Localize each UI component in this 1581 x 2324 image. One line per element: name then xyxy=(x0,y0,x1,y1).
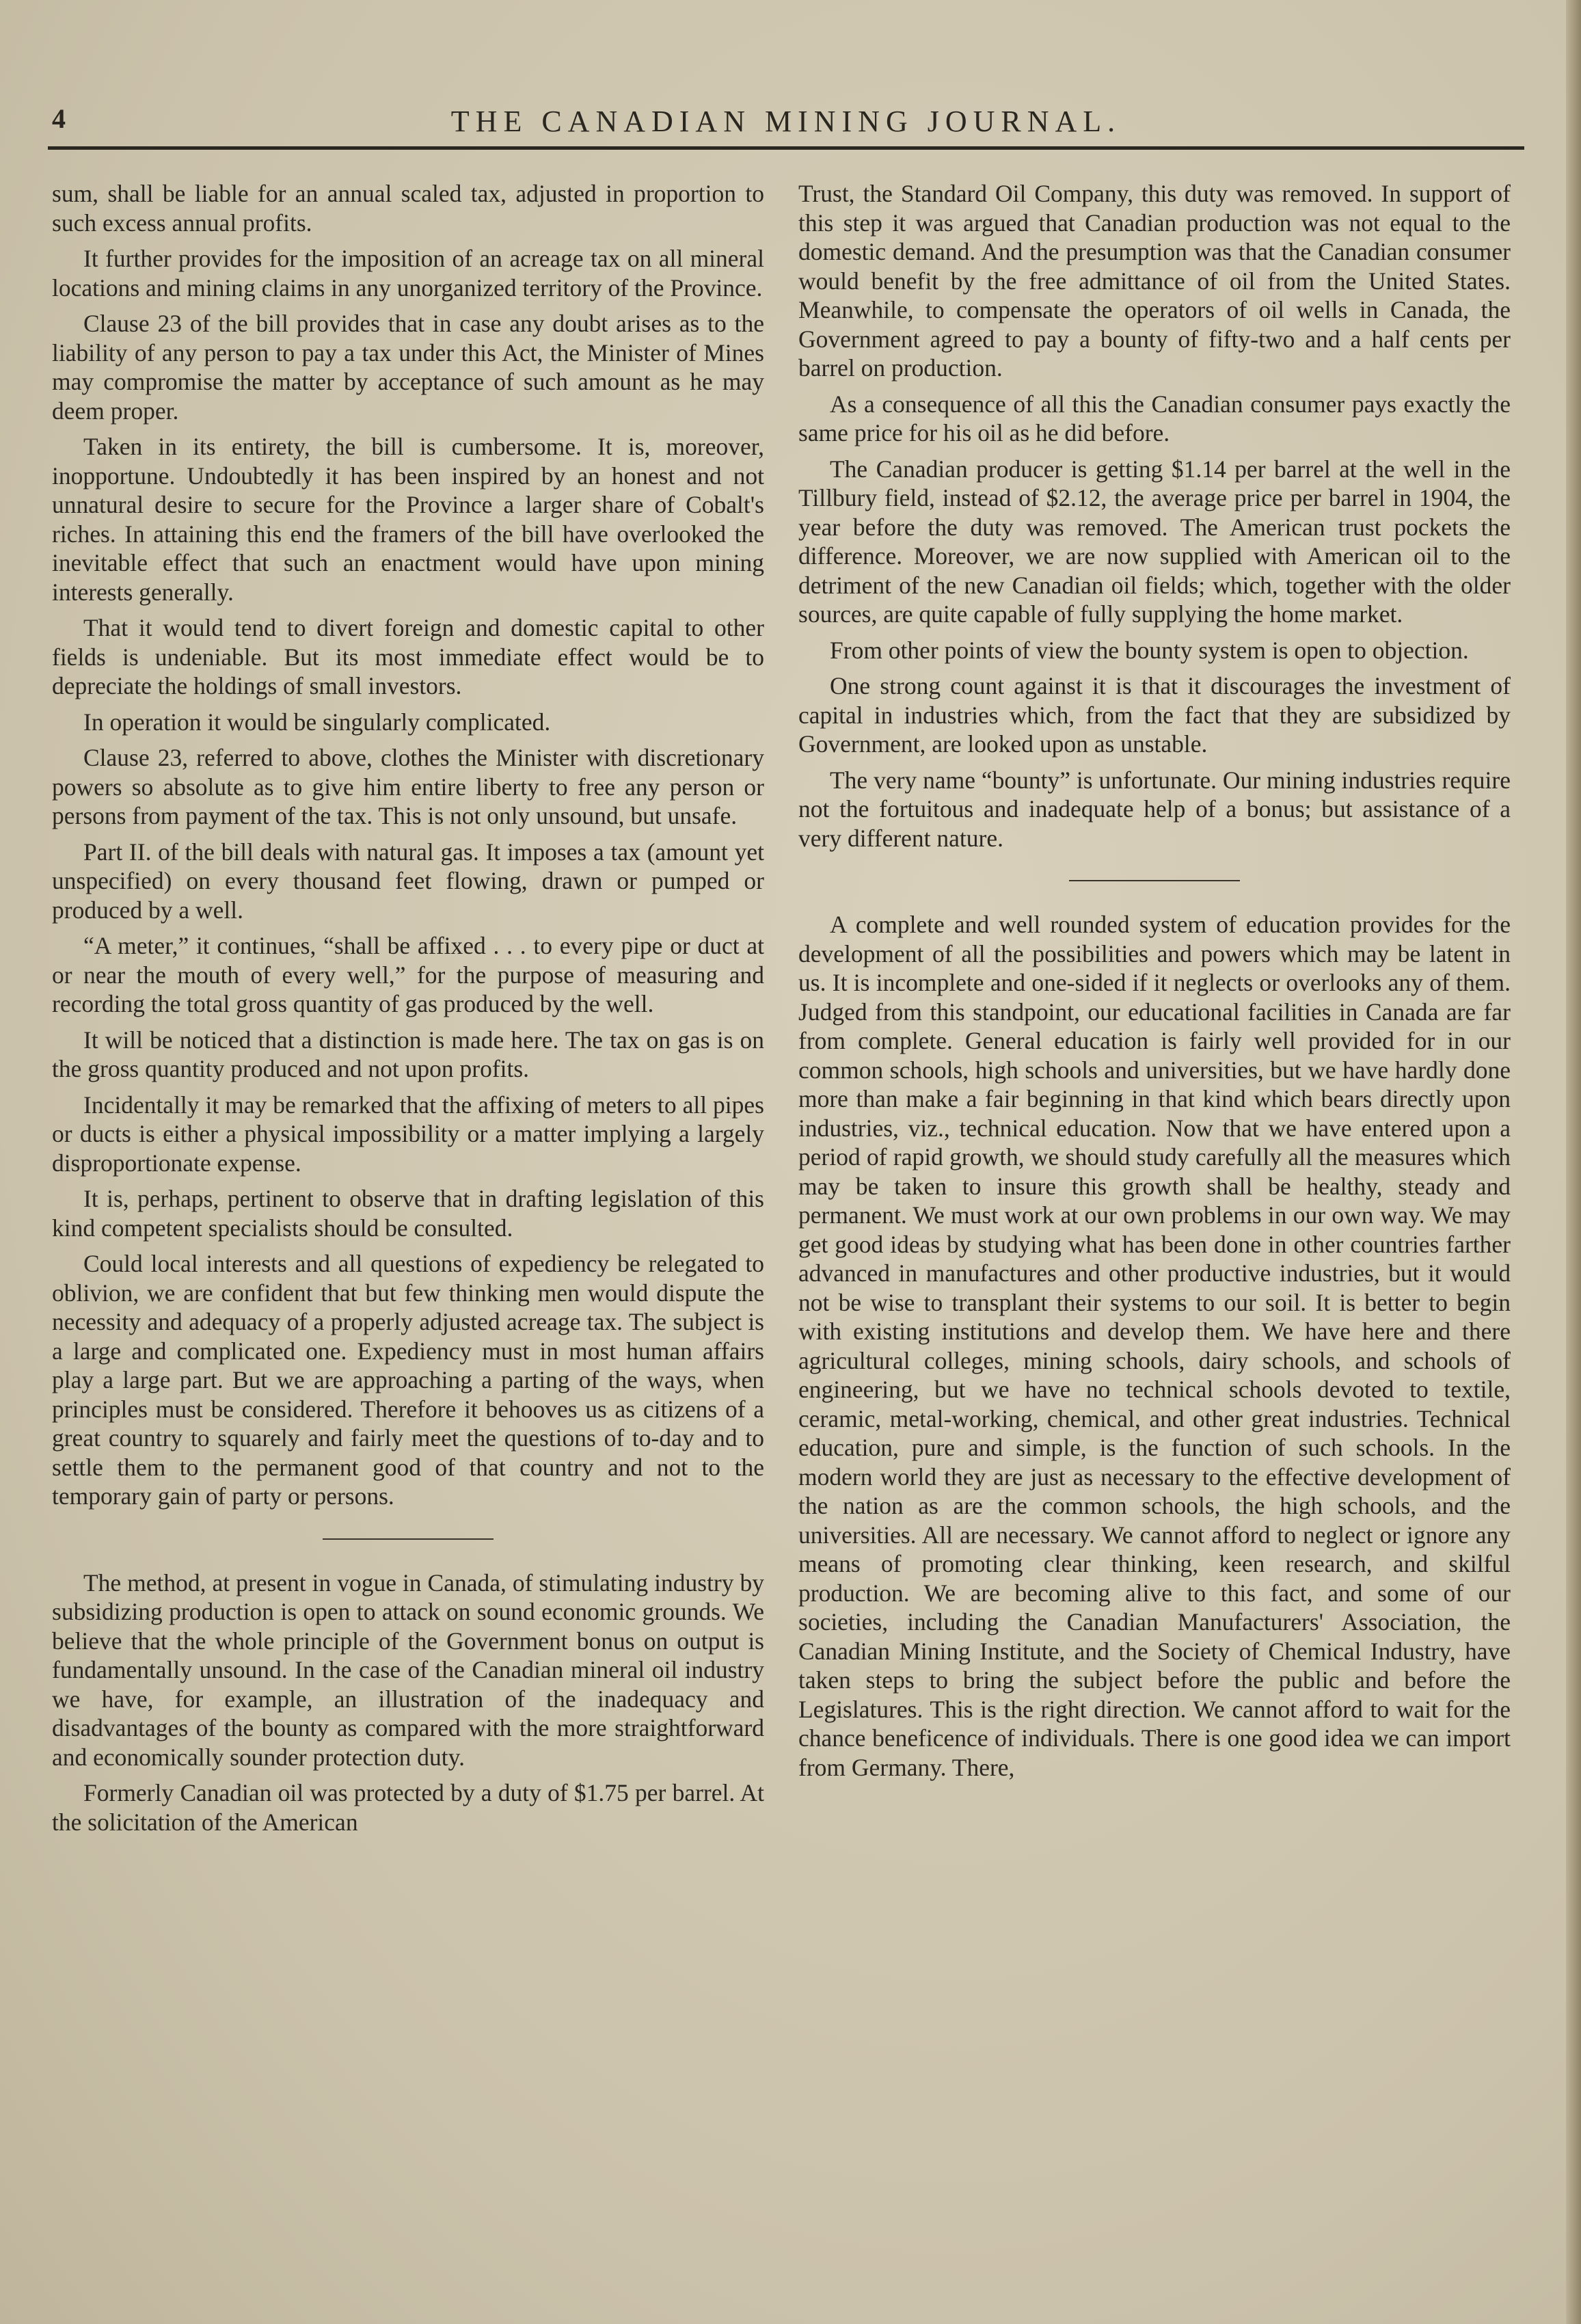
paragraph: “A meter,” it continues, “shall be affixed . . . to every pipe or duct at or near the mouth of every well,” for the purpose of measuring and recording the total gross quantity of gas produced by the well. xyxy=(52,932,764,1017)
paragraph: Clause 23 of the bill provides that in case any doubt arises as to the liability of any person to pay a tax under this Act, the Minister of Mines may compromise the matter by acceptance of such amount as he may deem proper. xyxy=(52,310,764,425)
paragraph: One strong count against it is that it discourages the investment of capital in industries which, from the fact that they are subsidized by Government, are looked upon as unstable. xyxy=(798,672,1511,758)
paragraph: Trust, the Standard Oil Company, this duty was removed. In support of this step it was argued that Canadian production was not equal to the domestic demand. And the presumption was that the Canadian consumer would benefit by the free admittance of oil from the United States. Meanwhile, to compensate the operators of oil wells in Canada, the Government agreed to pay a bounty of fifty-two and a half cents per barrel on production. xyxy=(798,180,1511,382)
page-spine-edge xyxy=(1566,0,1581,2324)
page-header xyxy=(48,96,1524,150)
paragraph: From other points of view the bounty system is open to objection. xyxy=(830,636,1469,664)
paragraph: Clause 23, referred to above, clothes the Minister with discretionary powers so absolute as to give him entire liberty to free any person or persons from payment of the tax. This is not only unsound, but unsafe. xyxy=(52,744,764,829)
page-number: 4 xyxy=(52,103,66,134)
paragraph: Incidentally it may be remarked that the affixing of meters to all pipes or ducts is either a physical impossibility or a matter implying a largely disproportionate expense. xyxy=(52,1091,764,1177)
paragraph: A complete and well rounded system of education provides for the development of all the possibilities and powers which may be latent in us. It is incomplete and one-sided if it neglects or overlooks any of them. Judged from this standpoint, our educational facilities in Canada are far from complete. General education is fairly well provided for in our common schools, high schools and universities, but we have hardly done more than make a fair beginning in that kind which bears directly upon industries, viz., technical education. Now that we have entered upon a period of rapid growth, we should study carefully all the measures which may be taken to insure this growth shall be healthy, steady and permanent. We must work at our own problems in our own way. We may get good ideas by studying what has been done in other countries farther advanced in manufactures and other productive industries, but it would not be wise to transplant their systems to our soil. It is better to begin with existing institutions and develop them. We have here and there agricultural colleges, mining schools, dairy schools, and schools of engineering, but we have no technical schools devoted to textile, ceramic, metal-working, chemical, and other great industries. Technical education, pure and simple, is the function of such schools. In the modern world they are just as necessary to the effective development of the nation as are the common schools, the high schools, and the universities. All are necessary. We cannot afford to neglect or ignore any means of promoting clear thinking, keen research, and skilful production. We are becoming alive to this fact, and some of our societies, including the Canadian Manufacturers' Association, the Canadian Mining Institute, and the Society of Chemical Industry, have taken steps to bring the subject before the public and before the Legislatures. This is the right direction. We cannot afford to wait for the chance beneficence of individuals. There is one good idea we can import from Germany. There, xyxy=(798,911,1511,1781)
paragraph: In operation it would be singularly complicated. xyxy=(83,708,551,736)
paragraph: The Canadian producer is getting $1.14 per barrel at the well in the Tillbury field, instead of $2.12, the average price per barrel in 1904, the year before the duty was removed. The American trust pockets the difference. Moreover, we are now supplied with American oil to the detriment of the new Canadian oil fields; which, together with the older sources, are quite capable of fully supplying the home market. xyxy=(798,455,1511,628)
paragraph: The method, at present in vogue in Canada, of stimulating industry by subsidizing production is open to attack on sound economic grounds. We believe that the whole principle of the Government bonus on output is fundamentally unsound. In the case of the Canadian mineral oil industry we have, for example, an illustration of the inadequacy and disadvantages of the bounty as compared with the more straightforward and economically sounder protection duty. xyxy=(52,1568,764,1771)
paragraph: The very name “bounty” is unfortunate. Our mining industries require not the fortuitous and inadequate help of a bonus; but assistance of a very different nature. xyxy=(798,766,1511,852)
journal-title: THE CANADIAN MINING JOURNAL. xyxy=(450,105,1122,138)
paragraph: That it would tend to divert foreign and domestic capital to other fields is undeniable. But its most immediate effect would be to depreciate the holdings of small investors. xyxy=(52,614,764,699)
paragraph: It will be noticed that a distinction is made here. The tax on gas is on the gross quantity produced and not upon profits. xyxy=(52,1026,764,1082)
paragraph: It is, perhaps, pertinent to observe that in drafting legislation of this kind competent specialists should be consulted. xyxy=(52,1185,764,1242)
section-separator xyxy=(1069,880,1240,881)
paragraph: Taken in its entirety, the bill is cumbersome. It is, moreover, inopportune. Undoubtedly it has been inspired by an honest and not unnatural desire to secure for the Province a larger share of Cobalt's riches. In attaining this end the framers of the bill have overlooked the inevitable effect that such an enactment would have upon mining interests generally. xyxy=(52,433,764,606)
paragraph: Could local interests and all questions of expediency be relegated to oblivion, we are confident that but few thinking men would dispute the necessity and adequacy of a properly adjusted acreage tax. The subject is a large and complicated one. Expediency must in most human affairs play a large part. But we are approaching a parting of the ways, when principles must be considered. Therefore it behooves us as citizens of a great country to squarely and fairly meet the questions of to-day and to settle them to the permanent good of that country and not to the temporary gain of party or persons. xyxy=(52,1250,764,1510)
left-column xyxy=(52,179,764,1843)
header-rule xyxy=(48,146,1524,150)
paragraph: As a consequence of all this the Canadian consumer pays exactly the same price for his oil as he did before. xyxy=(798,390,1511,446)
section-separator xyxy=(323,1538,494,1540)
paragraph: Part II. of the bill deals with natural gas. It imposes a tax (amount yet unspecified) on every thousand feet flowing, drawn or pumped or produced by a well. xyxy=(52,838,764,924)
paragraph: sum, shall be liable for an annual scaled tax, adjusted in proportion to such excess annual profits. xyxy=(52,180,764,237)
paragraph: It further provides for the imposition of an acreage tax on all mineral locations and mining claims in any unorganized territory of the Province. xyxy=(52,245,764,302)
paragraph: Formerly Canadian oil was protected by a duty of $1.75 per barrel. At the solicitation of the American xyxy=(52,1779,764,1836)
right-column xyxy=(798,179,1511,1789)
